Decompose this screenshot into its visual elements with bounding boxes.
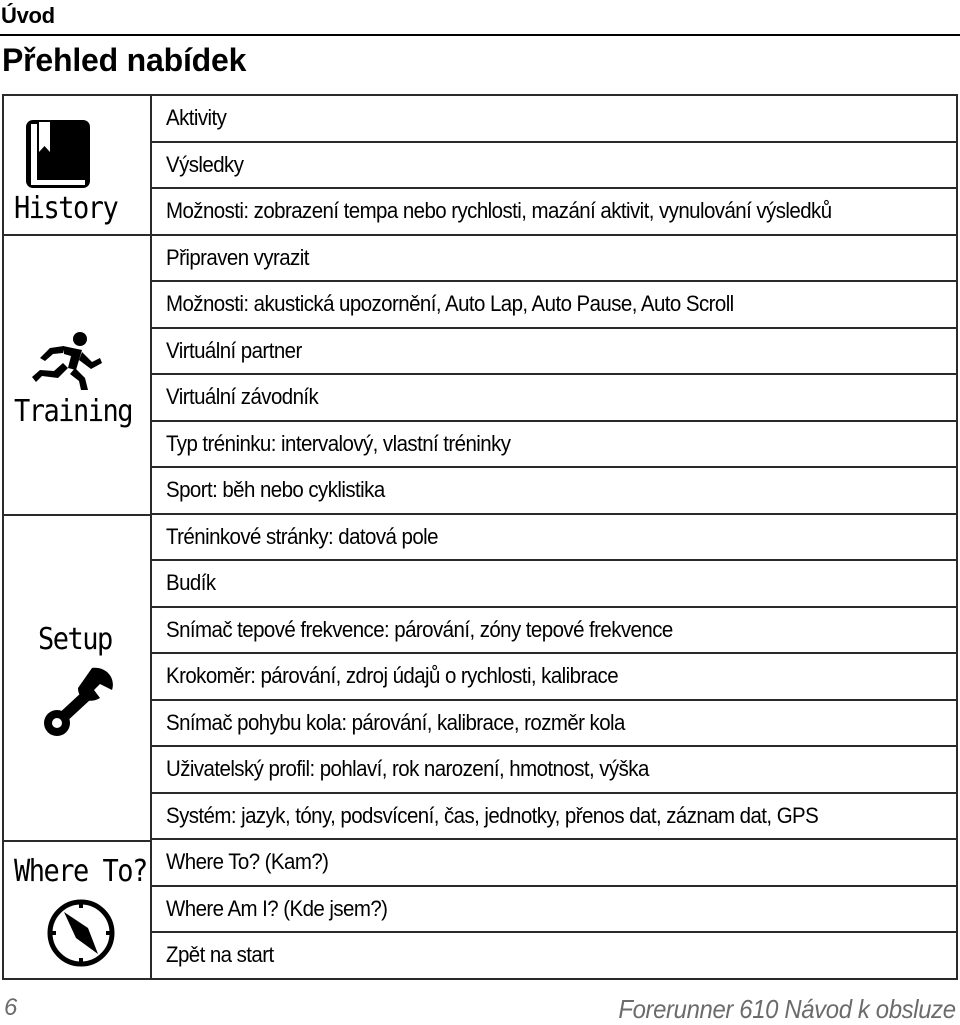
- section-label: Úvod: [1, 3, 55, 28]
- list-item: Sport: běh nebo cyklistika: [152, 468, 956, 515]
- wrench-icon: [42, 666, 114, 738]
- list-item: Typ tréninku: intervalový, vlastní tréninky: [152, 422, 956, 469]
- list-item: Virtuální partner: [152, 329, 956, 376]
- list-item: Snímač tepové frekvence: párování, zóny tepové frekvence: [152, 608, 956, 655]
- page-title: Přehled nabídek: [2, 42, 247, 78]
- list-item: Budík: [152, 561, 956, 608]
- group-history: [4, 96, 150, 234]
- list-item: Aktivity: [152, 96, 956, 143]
- list-item: Systém: jazyk, tóny, podsvícení, čas, jednotky, přenos dat, záznam dat, GPS: [152, 794, 956, 841]
- list-item: Where Am I? (Kde jsem?): [152, 887, 956, 934]
- list-item: Připraven vyrazit: [152, 236, 956, 283]
- group-where-to: [4, 842, 150, 978]
- icon-column: [4, 96, 152, 978]
- group-label-training: Training: [14, 394, 133, 429]
- list-item: Tréninkové stránky: datová pole: [152, 515, 956, 562]
- history-book-icon: [24, 118, 94, 190]
- list-item: Možnosti: zobrazení tempa nebo rychlosti, mazání aktivit, vynulování výsledků: [152, 189, 956, 236]
- list-item: Zpět na start: [166, 942, 274, 967]
- list-item: Možnosti: akustická upozornění, Auto Lap, Auto Pause, Auto Scroll: [152, 282, 956, 329]
- list-item: Uživatelský profil: pohlaví, rok narození, hmotnost, výška: [152, 747, 956, 794]
- group-training: [4, 236, 150, 514]
- group-label-setup: Setup: [38, 622, 112, 657]
- header-divider: [0, 34, 960, 36]
- menu-overview-table: [2, 94, 958, 980]
- group-label-history: History: [14, 191, 118, 226]
- list-item: Krokoměr: párování, zdroj údajů o rychlosti, kalibrace: [152, 654, 956, 701]
- manual-title: Forerunner 610 Návod k obsluze: [618, 994, 956, 1024]
- list-item: Where To? (Kam?): [152, 840, 956, 887]
- group-setup: [4, 516, 150, 840]
- group-label-where-to: Where To?: [14, 854, 147, 889]
- page-number: 6: [4, 994, 18, 1021]
- list-item: Virtuální závodník: [152, 375, 956, 422]
- compass-icon: [46, 898, 116, 968]
- list-item: Výsledky: [152, 143, 956, 190]
- runner-icon: [30, 332, 102, 390]
- list-item: Snímač pohybu kola: párování, kalibrace, rozměr kola: [152, 701, 956, 748]
